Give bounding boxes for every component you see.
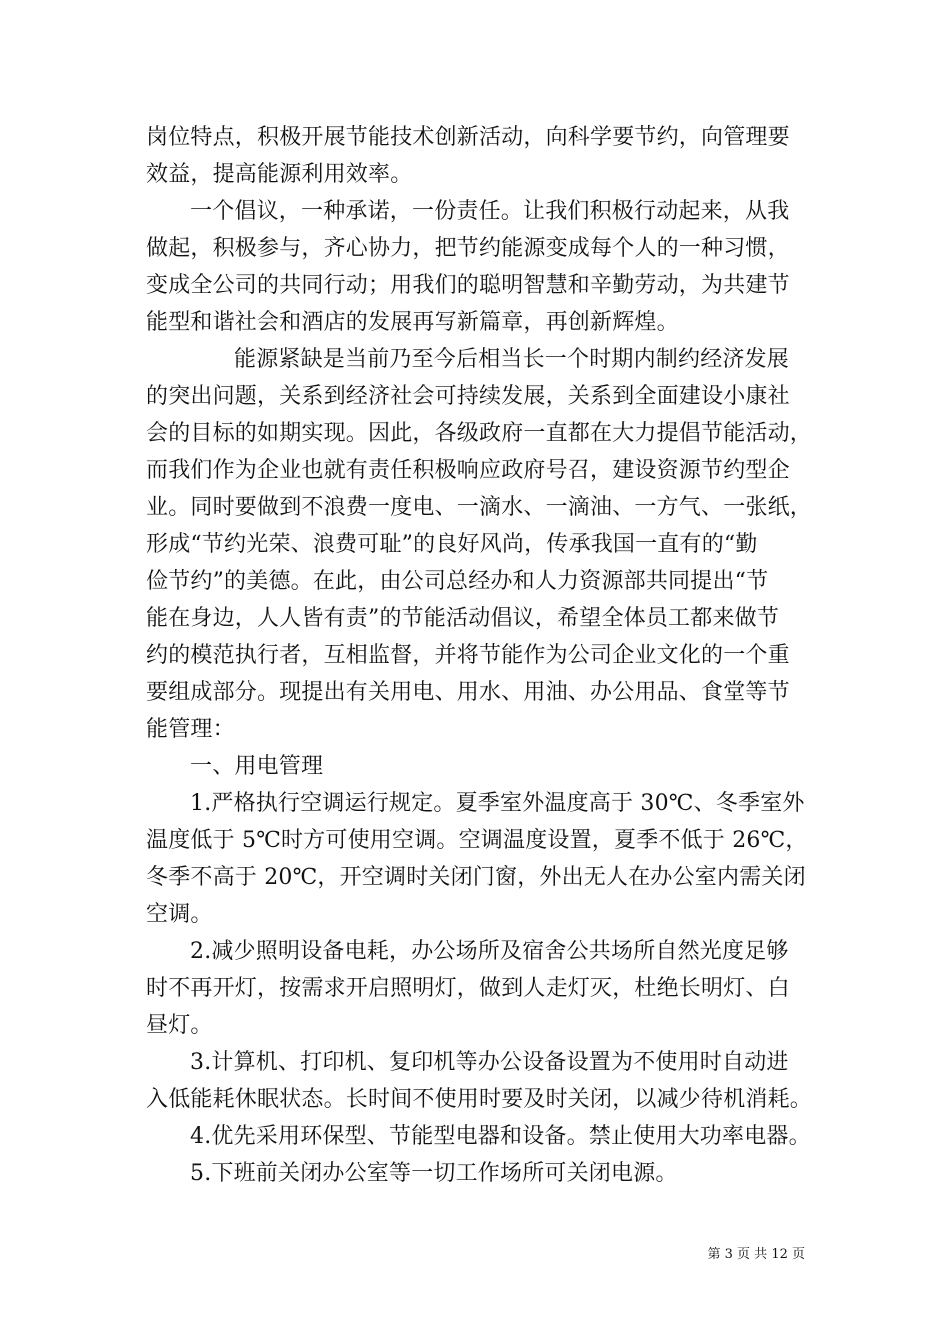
text-line: 冬季不高于 20℃，开空调时关闭门窗，外出无人在办公室内需关闭 bbox=[146, 865, 806, 890]
text-line: 1.严格执行空调运行规定。夏季室外温度高于 30℃、冬季室外 bbox=[190, 791, 805, 816]
text-line: 形成“节约光荣、浪费可耻”的良好风尚，传承我国一直有的“勤 bbox=[146, 532, 758, 557]
text-line: 能管理： bbox=[146, 717, 235, 742]
text-line: 5.下班前关闭办公室等一切工作场所可关闭电源。 bbox=[190, 1161, 678, 1186]
text-line: 4.优先采用环保型、节能型电器和设备。禁止使用大功率电器。 bbox=[190, 1124, 811, 1149]
page-number: 第 3 页 共 12 页 bbox=[707, 1247, 805, 1262]
text-line: 能在身边，人人皆有责”的节能活动倡议，希望全体员工都来做节 bbox=[146, 606, 780, 631]
text-line: 入低能耗休眠状态。长时间不使用时要及时关闭，以减少待机消耗。 bbox=[146, 1087, 813, 1112]
text-line: 能源紧缺是当前乃至今后相当长一个时期内制约经济发展 bbox=[234, 347, 790, 372]
text-line: 一个倡议，一种承诺，一份责任。让我们积极行动起来，从我 bbox=[190, 199, 790, 224]
text-line: 温度低于 5℃时方可使用空调。空调温度设置，夏季不低于 26℃， bbox=[146, 828, 808, 853]
text-line: 会的目标的如期实现。因此，各级政府一直都在大力提倡节能活动， bbox=[146, 421, 813, 446]
text-line: 昼灯。 bbox=[146, 1013, 213, 1038]
text-line: 业。同时要做到不浪费一度电、一滴水、一滴油、一方气、一张纸， bbox=[146, 495, 813, 520]
text-line: 能型和谐社会和酒店的发展再写新篇章，再创新辉煌。 bbox=[146, 310, 679, 335]
text-line: 的突出问题，关系到经济社会可持续发展，关系到全面建设小康社 bbox=[146, 384, 790, 409]
text-line: 3.计算机、打印机、复印机等办公设备设置为不使用时自动进 bbox=[190, 1050, 789, 1075]
text-line: 变成全公司的共同行动；用我们的聪明智慧和辛勤劳动，为共建节 bbox=[146, 273, 790, 298]
text-line: 效益，提高能源利用效率。 bbox=[146, 162, 413, 187]
text-line: 俭节约”的美德。在此，由公司总经办和人力资源部共同提出“节 bbox=[146, 569, 769, 594]
text-line: 约的模范执行者，互相监督，并将节能作为公司企业文化的一个重 bbox=[146, 643, 790, 668]
text-line: 时不再开灯，按需求开启照明灯，做到人走灯灭，杜绝长明灯、白 bbox=[146, 976, 790, 1001]
text-line: 空调。 bbox=[146, 902, 213, 927]
text-line: 岗位特点，积极开展节能技术创新活动，向科学要节约，向管理要 bbox=[146, 125, 790, 150]
text-line: 做起，积极参与，齐心协力，把节约能源变成每个人的一种习惯， bbox=[146, 236, 790, 261]
text-line: 而我们作为企业也就有责任积极响应政府号召，建设资源节约型企 bbox=[146, 458, 790, 483]
text-line: 要组成部分。现提出有关用电、用水、用油、办公用品、食堂等节 bbox=[146, 680, 790, 705]
text-line: 2.减少照明设备电耗，办公场所及宿舍公共场所自然光度足够 bbox=[190, 939, 789, 964]
section-heading: 一、用电管理 bbox=[190, 754, 324, 779]
